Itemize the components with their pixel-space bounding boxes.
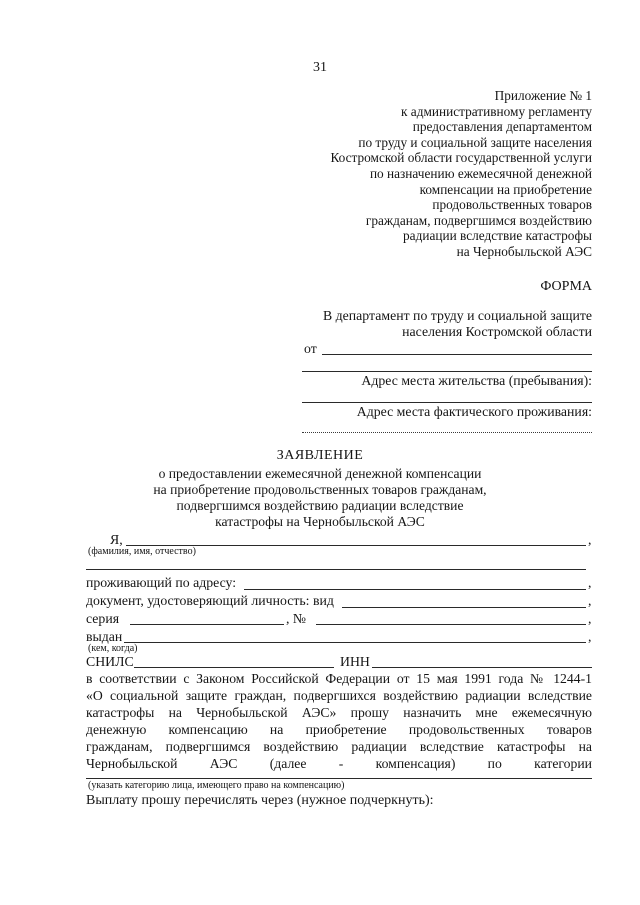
annex-line: на Чернобыльской АЭС bbox=[456, 243, 592, 259]
page-number: 31 bbox=[313, 60, 327, 75]
id-document-type-field[interactable] bbox=[342, 607, 586, 608]
inn-label: ИНН bbox=[340, 654, 370, 669]
addressee-line-1: В департамент по труду и социальной защите bbox=[323, 308, 592, 323]
subtitle-line: подвергшимся воздействию радиации вследствие bbox=[176, 498, 464, 513]
from-field-2[interactable] bbox=[302, 371, 592, 372]
annex-line: по назначению ежемесячной денежной bbox=[369, 165, 592, 181]
document-subtitle bbox=[0, 466, 640, 530]
i-label: Я, bbox=[110, 532, 123, 547]
annex-header bbox=[330, 88, 592, 260]
paragraph-line: Чернобыльской АЭС (далее - компенсация) по категории bbox=[86, 756, 592, 771]
living-address-field[interactable] bbox=[244, 589, 586, 590]
issued-field[interactable] bbox=[124, 642, 586, 643]
number-label: , № bbox=[286, 611, 307, 626]
addressee bbox=[323, 308, 592, 340]
form-label: ФОРМА bbox=[540, 279, 592, 294]
from-field[interactable] bbox=[322, 354, 592, 355]
subtitle-line: катастрофы на Чернобыльской АЭС bbox=[215, 514, 425, 529]
residence-address-label: Адрес места жительства (пребывания): bbox=[361, 373, 592, 388]
inn-field[interactable] bbox=[372, 667, 592, 668]
annex-line: предоставления департаментом bbox=[412, 119, 592, 135]
annex-line: продовольственных товаров bbox=[432, 197, 592, 213]
category-caption: (указать категорию лица, имеющего право на компенсацию) bbox=[88, 780, 345, 791]
snils-field[interactable] bbox=[134, 667, 334, 668]
id-document-label: документ, удостоверяющий личность: вид bbox=[86, 593, 334, 608]
annex-line: радиации вследствие катастрофы bbox=[403, 228, 592, 244]
actual-address-field[interactable] bbox=[302, 432, 592, 433]
addressee-line-2: населения Костромской области bbox=[402, 324, 592, 339]
living-address-label: проживающий по адресу: bbox=[86, 575, 237, 590]
subtitle-line: о предоставлении ежемесячной денежной компенсации bbox=[158, 466, 482, 481]
residence-address-field[interactable] bbox=[302, 402, 592, 403]
annex-line: к административному регламенту bbox=[401, 103, 592, 119]
paragraph-line: в соответствии с Законом Российской Федерации от 15 мая 1991 года № 1244-1 bbox=[86, 671, 592, 686]
paragraph-line: гражданам, подвергшимся воздействию радиации вследствие катастрофы на bbox=[86, 739, 592, 754]
annex-line: гражданам, подвергшимся воздействию bbox=[365, 212, 592, 228]
category-field[interactable] bbox=[86, 778, 592, 779]
annex-line: по труду и социальной защите населения bbox=[358, 134, 592, 150]
fio-field-2[interactable] bbox=[86, 569, 586, 570]
fio-caption: (фамилия, имя, отчество) bbox=[88, 546, 196, 557]
from-label: от bbox=[304, 341, 317, 356]
annex-line: Приложение № 1 bbox=[494, 88, 592, 103]
paragraph-line: «О социальной защите граждан, подвергшихся воздействию радиации вследствие bbox=[86, 688, 592, 703]
fio-comma: , bbox=[588, 532, 592, 547]
paragraph-line: денежную компенсацию на приобретение продовольственных товаров bbox=[86, 722, 592, 737]
subtitle-line: на приобретение продовольственных товаров гражданам, bbox=[153, 482, 487, 497]
issued-caption: (кем, когда) bbox=[88, 643, 138, 654]
issued-comma: , bbox=[588, 629, 592, 644]
series-field[interactable] bbox=[130, 624, 284, 625]
document-title: ЗАЯВЛЕНИЕ bbox=[276, 448, 364, 463]
series-label: серия bbox=[86, 611, 120, 626]
number-comma: , bbox=[588, 611, 592, 626]
actual-address-label: Адрес места фактического проживания: bbox=[356, 404, 592, 419]
annex-line: Костромской области государственной услуги bbox=[330, 150, 592, 166]
issued-label: выдан bbox=[86, 629, 123, 644]
living-comma: , bbox=[588, 575, 592, 590]
payment-method-line: Выплату прошу перечислять через (нужное подчеркнуть): bbox=[86, 793, 434, 808]
number-field[interactable] bbox=[316, 624, 586, 625]
paragraph-line: катастрофы на Чернобыльской АЭС» прошу назначить мне ежемесячную bbox=[86, 705, 592, 720]
snils-label: СНИЛС bbox=[86, 654, 134, 669]
doc-comma: , bbox=[588, 593, 592, 608]
annex-line: компенсации на приобретение bbox=[419, 181, 592, 197]
